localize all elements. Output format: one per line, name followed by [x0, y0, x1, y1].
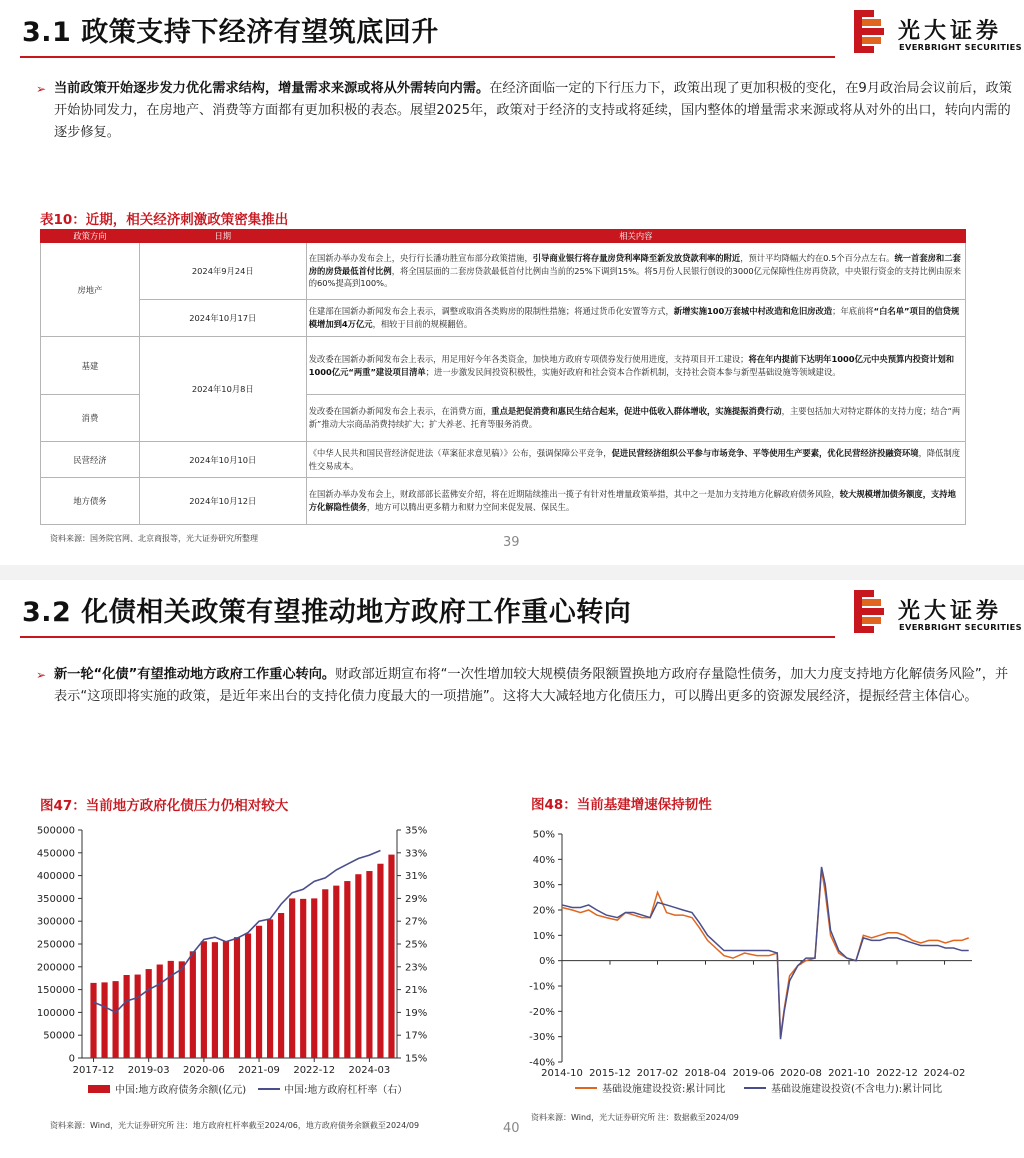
slide-40: [0, 580, 1024, 1158]
brand-logo: [854, 10, 1022, 54]
chart47-left-tick-label: 150000: [36, 985, 75, 997]
page-number: 39: [503, 535, 520, 550]
chart47-right-tick-label: 21%: [405, 985, 428, 997]
chart47-bar: [135, 975, 141, 1058]
everbright-logo-icon: [854, 10, 888, 54]
content-run: ；进一步激发民间投资积极性，实施好政府和社会资本合作新机制，支持社会资本参与新型基础设施等领域建设。: [425, 366, 841, 377]
chart47-bar: [333, 886, 339, 1058]
chart47-bar: [157, 965, 163, 1058]
chart48-x-tick-label: 2021-10: [828, 1068, 870, 1079]
content-bold-run: 较大规模增加债务额度，支持地方化解隐性债务: [308, 489, 956, 512]
chart47-right-tick-label: 15%: [405, 1053, 428, 1065]
chart47-bar: [146, 969, 152, 1058]
cell-content: [306, 243, 965, 300]
chart47-bar: [256, 926, 262, 1058]
chart47-right-tick-label: 23%: [405, 962, 428, 974]
table-header-content: 相关内容: [306, 230, 965, 243]
cell-date: 2024年9月24日: [139, 243, 306, 300]
brand-name-cn: 光大证券: [898, 19, 1003, 44]
bullet-bold-lead: 新一轮“化债”有望推动地方政府工作重心转向。: [54, 667, 336, 682]
key-point-bullet: [36, 664, 1014, 708]
chart48-line-infra-ex-power: [562, 867, 969, 1039]
content-run: ，预计平均降幅大约在0.5个百分点左右。: [740, 253, 895, 264]
content-run: ，地方可以腾出更多精力和财力空间来促发展、保民生。: [366, 502, 575, 512]
cell-date: 2024年10月10日: [139, 442, 306, 478]
content-run: 发改委在国新办新闻发布会上表示，在消费方面，: [308, 406, 492, 417]
chart47-bar: [344, 881, 350, 1058]
chart47-x-tick-label: 2024-03: [348, 1065, 391, 1076]
content-run: ，主要包括加大对特定群体的支持力度；结合“两新”推动大宗商品消费持续扩大；扩大养老、托育等服务消费。: [308, 406, 961, 429]
chart48-infrastructure-growth: [520, 818, 980, 1108]
content-bold-run: 重点是把促消费和惠民生结合起来，促进中低收入群体增收，实施提振消费行动: [491, 406, 782, 417]
table-header-date: 日期: [139, 230, 306, 243]
content-run: ，将全国层面的二套房贷款最低首付比例由当前的25%下调到15%。将5月份人民银行创设的3000亿元保障性住房再贷款，中央银行资金的支持比例由原来的60%提高到100%。: [308, 265, 962, 289]
table-row: [41, 300, 966, 337]
chart47-bar: [234, 937, 240, 1058]
cell-direction: 地方债务: [41, 478, 140, 525]
chart47-left-tick-label: 0: [68, 1053, 75, 1065]
chart47-bar: [101, 982, 107, 1058]
chart47-x-tick-label: 2019-03: [127, 1065, 170, 1076]
content-run: 在国新办举办发布会上，财政部部长蓝佛安介绍，将在近期陆续推出一揽子有针对性增量政策举措，其中之一是加力支持地方化解政府债务风险，: [308, 489, 840, 500]
chart48-line-infra: [562, 869, 969, 1036]
chart48-x-tick-label: 2014-10: [541, 1068, 583, 1079]
chart47-bar: [223, 941, 229, 1058]
chart47-left-tick-label: 350000: [36, 893, 75, 905]
bullet-arrow-icon: ➢: [36, 668, 47, 682]
cell-direction: 民营经济: [41, 442, 140, 478]
cell-direction: 房地产: [41, 243, 140, 337]
bullet-arrow-icon: ➢: [36, 82, 47, 96]
content-run: ，相较于目前的规模翻倍。: [372, 319, 473, 329]
cell-date: 2024年10月12日: [139, 478, 306, 525]
content-run: ；年底前将: [832, 306, 874, 317]
brand-name-en: EVERBRIGHT SECURITIES: [899, 42, 1022, 52]
chart47-right-tick-label: 29%: [405, 893, 428, 905]
chart48-x-tick-label: 2015-12: [589, 1068, 631, 1079]
chart48-y-tick-label: -10%: [529, 981, 555, 993]
cell-content: [306, 337, 965, 395]
page-number: 40: [503, 1121, 520, 1136]
chart48-legend-label: 基础设施建设投资(不含电力):累计同比: [771, 1084, 943, 1095]
chart47-left-tick-label: 450000: [36, 848, 75, 860]
chart48-y-tick-label: 20%: [532, 905, 555, 917]
content-bold-run: 促进民营经济组织公平参与市场竞争、平等使用生产要素，优化民营经济投融资环境: [611, 447, 919, 458]
chart48-legend-label: 基础设施建设投资:累计同比: [602, 1084, 726, 1095]
chart47-bar: [355, 874, 361, 1058]
chart48-x-tick-label: 2022-12: [876, 1068, 918, 1079]
chart47-right-tick-label: 17%: [405, 1030, 428, 1042]
chart47-bar: [311, 898, 317, 1058]
chart48-source-note: 资料来源：Wind，光大证券研究所 注：数据截至2024/09: [531, 1113, 739, 1122]
chart47-x-tick-label: 2017-12: [72, 1065, 115, 1076]
key-point-bullet: [36, 78, 1014, 144]
content-bold-run: 统一首套房和二套房的房贷最低首付比例: [308, 253, 961, 276]
table-header-direction: 政策方向: [41, 230, 140, 243]
content-bold-run: 引导商业银行将存量房贷利率降至新发放贷款利率的附近: [532, 253, 741, 264]
content-bold-run: “白名单”项目的信贷规模增加到4万亿元: [308, 306, 960, 329]
chart47-bar: [377, 864, 383, 1058]
chart47-bar: [245, 934, 251, 1058]
cell-content: [306, 300, 965, 337]
chart48-x-tick-label: 2020-08: [780, 1068, 822, 1079]
bullet-body: 财政部近期宣布将“一次性增加较大规模债务限额置换地方政府存量隐性债务，加大力度支持地方化解债务风险”，并表示“这项即将实施的政策，是近年来出台的支持化债力度最大的一项措施”。这将大大减轻地方化债压力，可以腾出更多的资源发展经济，提振经营主体信心。: [54, 667, 1009, 704]
title-underline: [20, 636, 835, 638]
cell-content: [306, 395, 965, 442]
everbright-logo-icon: [854, 590, 888, 634]
chart47-left-tick-label: 400000: [36, 871, 75, 883]
chart47-right-tick-label: 19%: [405, 1007, 428, 1019]
chart47-bar: [179, 961, 185, 1058]
chart48-y-tick-label: -20%: [529, 1006, 555, 1018]
content-bold-run: 将在年内提前下达明年1000亿元中央预算内投资计划和1000亿元“两重”建设项目清单: [308, 353, 955, 377]
slide-title: 3.1 政策支持下经济有望筑底回升: [22, 17, 439, 48]
chart47-left-tick-label: 200000: [36, 962, 75, 974]
chart48-y-tick-label: -40%: [529, 1057, 555, 1069]
chart47-left-tick-label: 500000: [36, 825, 75, 837]
chart47-right-tick-label: 33%: [405, 848, 428, 860]
slide-39: [0, 0, 1024, 565]
table-title: 表10：近期，相关经济刺激政策密集推出: [40, 212, 289, 228]
chart47-bar: [190, 951, 196, 1058]
title-underline: [20, 56, 835, 58]
table-row: [41, 478, 966, 525]
chart47-legend-swatch-bar: [88, 1085, 110, 1093]
cell-content: [306, 442, 965, 478]
chart47-legend-label: 中国:地方政府债务余额(亿元): [115, 1085, 247, 1096]
chart47-right-tick-label: 31%: [405, 871, 428, 883]
chart47-bar: [322, 889, 328, 1058]
brand-name-en: EVERBRIGHT SECURITIES: [899, 622, 1022, 632]
table-row: [41, 243, 966, 300]
chart47-bar: [124, 975, 130, 1058]
content-run: 发改委在国新办新闻发布会上表示，用足用好今年各类资金，加快地方政府专项债券发行使用进度，支持项目开工建设；: [308, 353, 749, 364]
chart47-x-tick-label: 2020-06: [182, 1065, 225, 1076]
chart48-x-tick-label: 2019-06: [732, 1068, 775, 1079]
chart47-legend-label: 中国:地方政府杠杆率（右）: [284, 1085, 408, 1096]
chart47-left-tick-label: 300000: [36, 916, 75, 928]
chart47-bar: [366, 871, 372, 1058]
chart48-y-tick-label: -30%: [529, 1032, 555, 1044]
policy-table: [40, 229, 966, 525]
chart47-source-note: 资料来源：Wind，光大证券研究所 注：地方政府杠杆率截至2024/06，地方政府债务余额截至2024/09: [50, 1121, 420, 1130]
content-bold-run: 新增实施100万套城中村改造和危旧房改造: [673, 306, 833, 317]
chart48-x-tick-label: 2017-02: [636, 1068, 679, 1079]
chart47-bar: [267, 919, 273, 1058]
chart47-bar: [300, 899, 306, 1058]
chart48-y-tick-label: 0%: [539, 956, 555, 968]
content-run: 在国新办举办发布会上，央行行长潘功胜宣布部分政策措施，: [308, 253, 533, 264]
chart47-bar: [90, 983, 96, 1058]
chart47-bar: [278, 913, 284, 1058]
chart47-left-tick-label: 250000: [36, 939, 75, 951]
chart47-bar: [388, 855, 394, 1058]
slide-divider: [0, 565, 1024, 580]
content-run: ，降低制度性交易成本。: [308, 447, 961, 471]
chart47-x-tick-label: 2022-12: [293, 1065, 336, 1076]
table-source-note: 资料来源：国务院官网、北京商报等，光大证券研究所整理: [50, 534, 258, 543]
chart48-x-tick-label: 2018-04: [684, 1068, 727, 1079]
chart47-right-tick-label: 27%: [405, 916, 428, 928]
chart47-bar: [212, 942, 218, 1058]
chart48-y-tick-label: 40%: [532, 854, 555, 866]
cell-date: 2024年10月17日: [139, 300, 306, 337]
chart48-y-tick-label: 10%: [532, 930, 555, 942]
chart47-left-tick-label: 50000: [43, 1030, 75, 1042]
cell-date: 2024年10月8日: [139, 337, 306, 442]
chart47-title: 图47：当前地方政府化债压力仍相对较大: [40, 798, 289, 814]
table-row: [41, 442, 966, 478]
brand-logo: [854, 590, 1022, 634]
content-run: 住建部在国新办新闻发布会上表示，调整或取消各类购房的限制性措施；将通过货币化安置等方式，: [308, 306, 674, 317]
cell-direction: 消费: [41, 395, 140, 442]
chart47-x-tick-label: 2021-09: [238, 1065, 280, 1076]
chart48-x-tick-label: 2024-02: [923, 1068, 966, 1079]
chart47-debt-leverage: [30, 818, 460, 1108]
chart48-y-tick-label: 30%: [532, 880, 555, 892]
chart47-left-tick-label: 100000: [36, 1007, 75, 1019]
slide-title: 3.2 化债相关政策有望推动地方政府工作重心转向: [22, 597, 632, 628]
chart48-y-tick-label: 50%: [532, 829, 555, 841]
brand-name-cn: 光大证券: [898, 599, 1003, 624]
bullet-body: 在经济面临一定的下行压力下，政策出现了更加积极的变化，在9月政治局会议前后，政策开始协同发力，在房地产、消费等方面都有更加积极的表态。展望2025年，政策对于经济的支持或将延续，国内整体的增量需求来源或将从对外的出口，转向内需的逐步修复。: [54, 81, 1012, 140]
bullet-bold-lead: 当前政策开始逐步发力优化需求结构，增量需求来源或将从外需转向内需。: [54, 81, 490, 96]
cell-content: [306, 478, 965, 525]
cell-direction: 基建: [41, 337, 140, 395]
chart47-bar: [289, 898, 295, 1058]
content-run: 《中华人民共和国民营经济促进法（草案征求意见稿）》公布，强调保障公平竞争，: [308, 447, 612, 458]
chart47-right-tick-label: 25%: [405, 939, 428, 951]
chart48-title: 图48：当前基建增速保持韧性: [531, 797, 712, 813]
chart47-bar: [112, 981, 118, 1058]
table-row: [41, 337, 966, 395]
chart47-right-tick-label: 35%: [405, 825, 428, 837]
chart47-bar: [201, 941, 207, 1058]
